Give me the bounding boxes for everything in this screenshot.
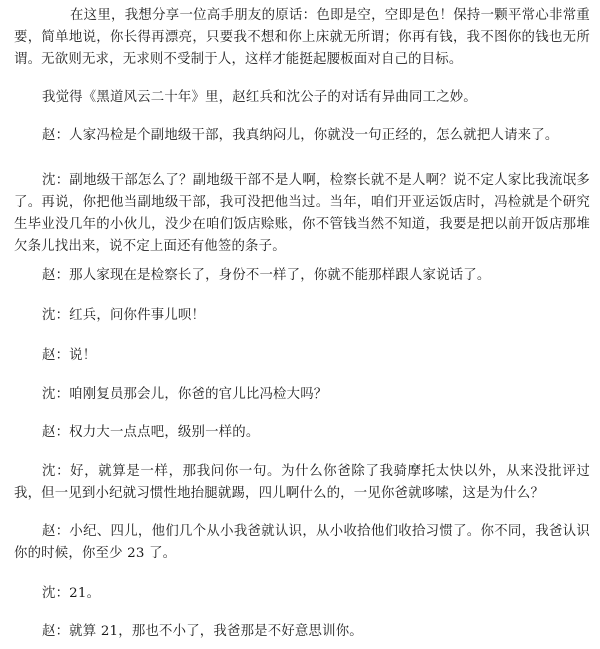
- paragraph-reference: 我觉得《黑道风云二十年》里，赵红兵和沈公子的对话有异曲同工之妙。: [42, 90, 477, 105]
- dialogue-line: 赵：权力大一点点吧，级别一样的。: [42, 425, 260, 440]
- dialogue-line: 沈：好，就算是一样，那我问你一句。为什么你爸除了我骑摩托太快以外，从来没批评过我，但一见到小纪就习惯性地抬腿就踢，四儿啊什么的，一见你爸就哆嗦，这是为什么？: [14, 464, 590, 501]
- dialogue-line: 赵：就算 21，那也不小了，我爸那是不好意思训你。: [42, 624, 363, 639]
- dialogue-line: 赵：人家冯检是个副地级干部，我真纳闷儿，你就没一句正经的，怎么就把人请来了。: [42, 128, 559, 143]
- dialogue-line: 沈：副地级干部怎么了？副地级干部不是人啊，检察长就不是人啊？说不定人家比我流氓多了。再说，你把他当副地级干部，我可没把他当过。当年，咱们开亚运饭店时，冯检就是个研究生毕业没几年的小伙儿，没少在咱们饭店赊账，你不管钱当然不知道，我要是把以前开饭店那堆欠条儿找出来，说不定上面还有他签的条子。: [14, 173, 590, 254]
- dialogue-line: 赵：说！: [42, 348, 97, 363]
- dialogue-line: 赵：小纪、四儿，他们几个从小我爸就认识，从小收拾他们收拾习惯了。你不同，我爸认识你的时候，你至少 23 了。: [14, 524, 590, 561]
- dialogue-line: 沈：红兵，问你件事儿呗！: [42, 308, 206, 323]
- dialogue-line: 沈：咱刚复员那会儿，你爸的官儿比冯检大吗？: [42, 387, 328, 402]
- dialogue-line: 沈：21。: [42, 586, 101, 601]
- paragraph-intro: 在这里，我想分享一位高手朋友的原话：色即是空，空即是色！保持一颗平常心非常重要，简单地说，你长得再漂亮，只要我不想和你上床就无所谓；你再有钱，我不图你的钱也无所谓。无欲则无求，无求则不受制于人，这样才能挺起腰板面对自己的目标。: [14, 8, 590, 67]
- dialogue-line: 赵：那人家现在是检察长了，身份不一样了，你就不能那样跟人家说话了。: [42, 268, 491, 283]
